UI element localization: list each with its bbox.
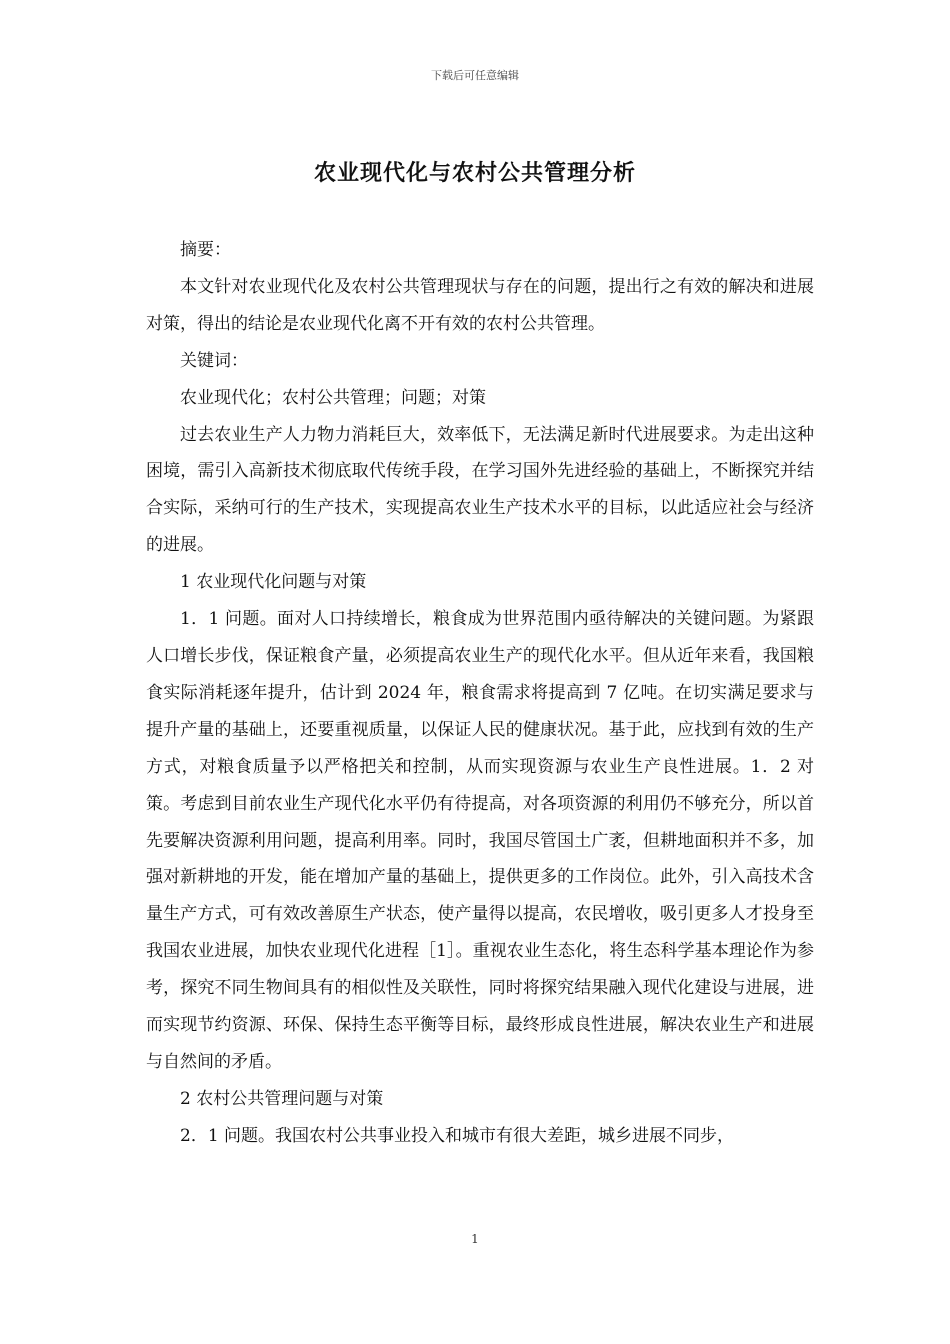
section-2-paragraph: 2．1 问题。我国农村公共事业投入和城市有很大差距，城乡进展不同步， <box>180 1125 735 1146</box>
header-note: 下载后可任意编辑 <box>431 69 519 82</box>
section-1-paragraph: 1．1 问题。面对人口持续增长，粮食成为世界范围内亟待解决的关键问题。为紧跟人口增长步伐，保证粮食产量，必须提高农业生产的现代化水平。但从近年来看，我国粮食实际消耗逐年提升，估计到 2024 年，粮食需求将提高到 7 亿吨。在切实满足要求与提升产量的基础上，还要重视质量，以保证人民的健康状况。基于此，应找到有效的生产方式，对粮食质量予以严格把关和控制，从而实现资源与农业生产良性进展。1．2 对策。考虑到目前农业生产现代化水平仍有待提高，对各项资源的利用仍不够充分，所以首先要解决资源利用问题，提高利用率。同时，我国尽管国土广袤，但耕地面积并不多，加强对新耕地的开发，能在增加产量的基础上，提供更多的工作岗位。此外，引入高技术含量生产方式，可有效改善原生产状态，使产量得以提高，农民增收，吸引更多人才投身至我国农业进展，加快农业现代化进程［1］。重视农业生态化，将生态科学基本理论作为参考，探究不同生物间具有的相似性及关联性，同时将探究结果融入现代化建设与进展，进而实现节约资源、环保、保持生态平衡等目标，最终形成良性进展，解决农业生产和进展与自然间的矛盾。 <box>146 609 814 1072</box>
section-2-heading: 2 农村公共管理问题与对策 <box>180 1088 384 1109</box>
keywords-heading: 关键词： <box>180 350 248 371</box>
section-1-heading: 1 农业现代化问题与对策 <box>180 572 367 593</box>
document-title: 农业现代化与农村公共管理分析 <box>313 160 636 186</box>
intro-paragraph: 过去农业生产人力物力消耗巨大，效率低下，无法满足新时代进展要求。为走出这种困境，需引入高新技术彻底取代传统手段，在学习国外先进经验的基础上，不断探究并结合实际，采纳可行的生产技术，实现提高农业生产技术水平的目标，以此适应社会与经济的进展。 <box>146 424 814 556</box>
document-body <box>146 232 814 1155</box>
page-number: 1 <box>471 1232 479 1246</box>
abstract-text: 本文针对农业现代化及农村公共管理现状与存在的问题，提出行之有效的解决和进展对策，得出的结论是农业现代化离不开有效的农村公共管理。 <box>146 276 814 334</box>
abstract-heading: 摘要： <box>180 240 231 260</box>
keywords-text: 农业现代化；农村公共管理；问题；对策 <box>180 387 486 408</box>
